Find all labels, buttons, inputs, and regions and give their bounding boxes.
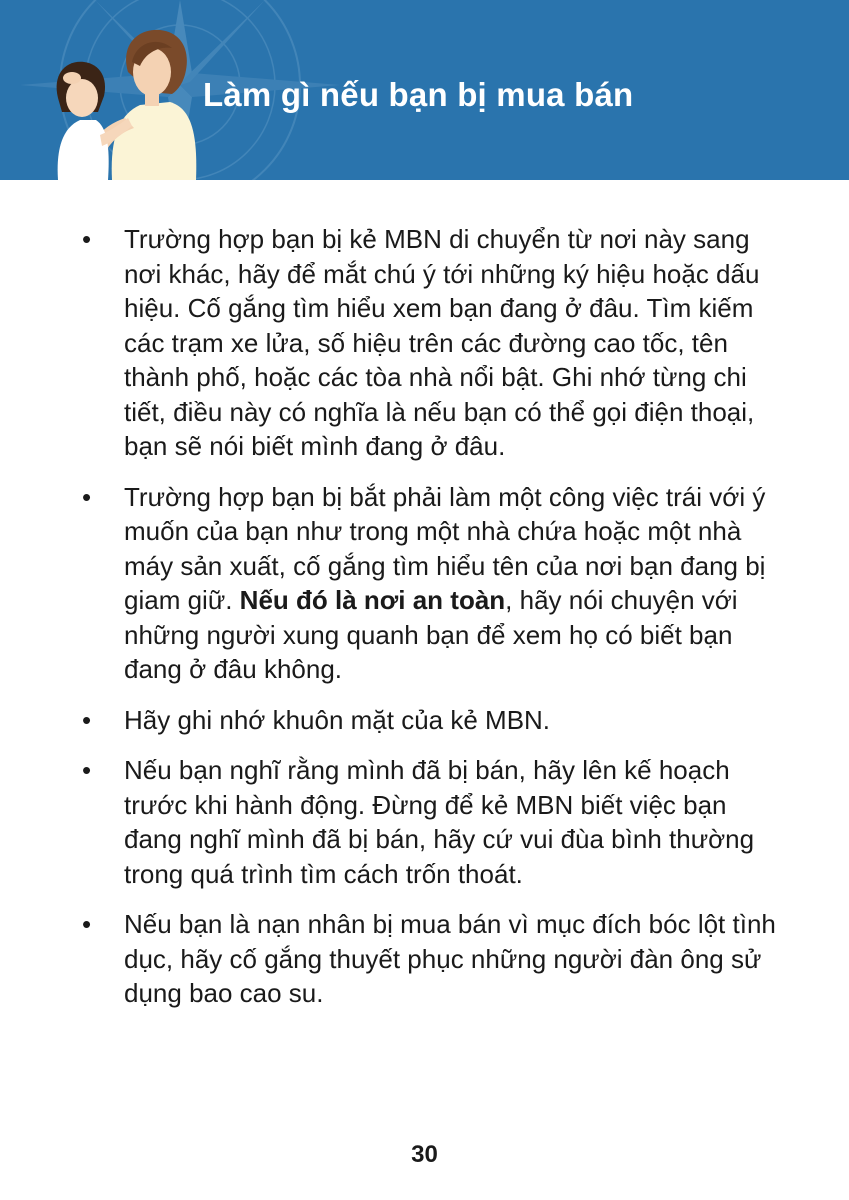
tips-list: [82, 222, 782, 1011]
content: [82, 222, 782, 1027]
item-text: Nếu bạn nghĩ rằng mình đã bị bán, hãy lên kế hoạch trước khi hành động. Đừng để kẻ MBN biết việc bạn đang nghĩ mình đã bị bán, hãy cứ vui đùa bình thường trong quá trình tìm cách trốn thoát.: [124, 755, 755, 889]
bullet: •: [82, 909, 92, 939]
list-item: [82, 907, 782, 1011]
list-item: [82, 480, 782, 687]
list-item: [82, 703, 782, 738]
item-text: Trường hợp bạn bị kẻ MBN di chuyển từ nơi này sang nơi khác, hãy để mắt chú ý tới những ký hiệu hoặc dấu hiệu. Cố gắng tìm hiểu xem bạn đang ở đâu. Tìm kiếm các trạm xe lửa, số hiệu trên các đường cao tốc, tên thành phố, hoặc các tòa nhà nổi bật. Ghi nhớ từng chi tiết, điều này có nghĩa là nếu bạn có thể gọi điện thoại, bạn sẽ nói biết mình đang ở đâu.: [124, 224, 760, 461]
header-band: [0, 0, 849, 180]
list-item: [82, 222, 782, 464]
item-text: Nếu bạn là nạn nhân bị mua bán vì mục đích bóc lột tình dục, hãy cố gắng thuyết phục những người đàn ông sử dụng bao cao su.: [124, 909, 776, 1008]
item-text-continued: , hãy nói chuyện với những người xung quanh bạn để xem họ có biết bạn đang ở đâu không.: [124, 585, 738, 684]
page-title: Làm gì nếu bạn bị mua bán: [203, 76, 634, 113]
bullet: •: [82, 224, 92, 254]
bullet: •: [82, 755, 92, 785]
item-text-bold: Nếu đó là nơi an toàn: [239, 585, 506, 615]
item-text: Hãy ghi nhớ khuôn mặt của kẻ MBN.: [124, 704, 551, 735]
page-number: 30: [411, 1141, 438, 1168]
mother-child-illustration: [57, 30, 197, 180]
bullet: •: [82, 481, 92, 512]
bullet: •: [82, 704, 92, 735]
list-item: [82, 753, 782, 891]
item-text: Trường hợp bạn bị bắt phải làm một công việc trái với ý muốn của bạn như trong một nhà chứa hoặc một nhà máy sản xuất, cố gắng tìm hiểu tên của nơi bạn đang bị giam giữ.: [124, 481, 766, 615]
